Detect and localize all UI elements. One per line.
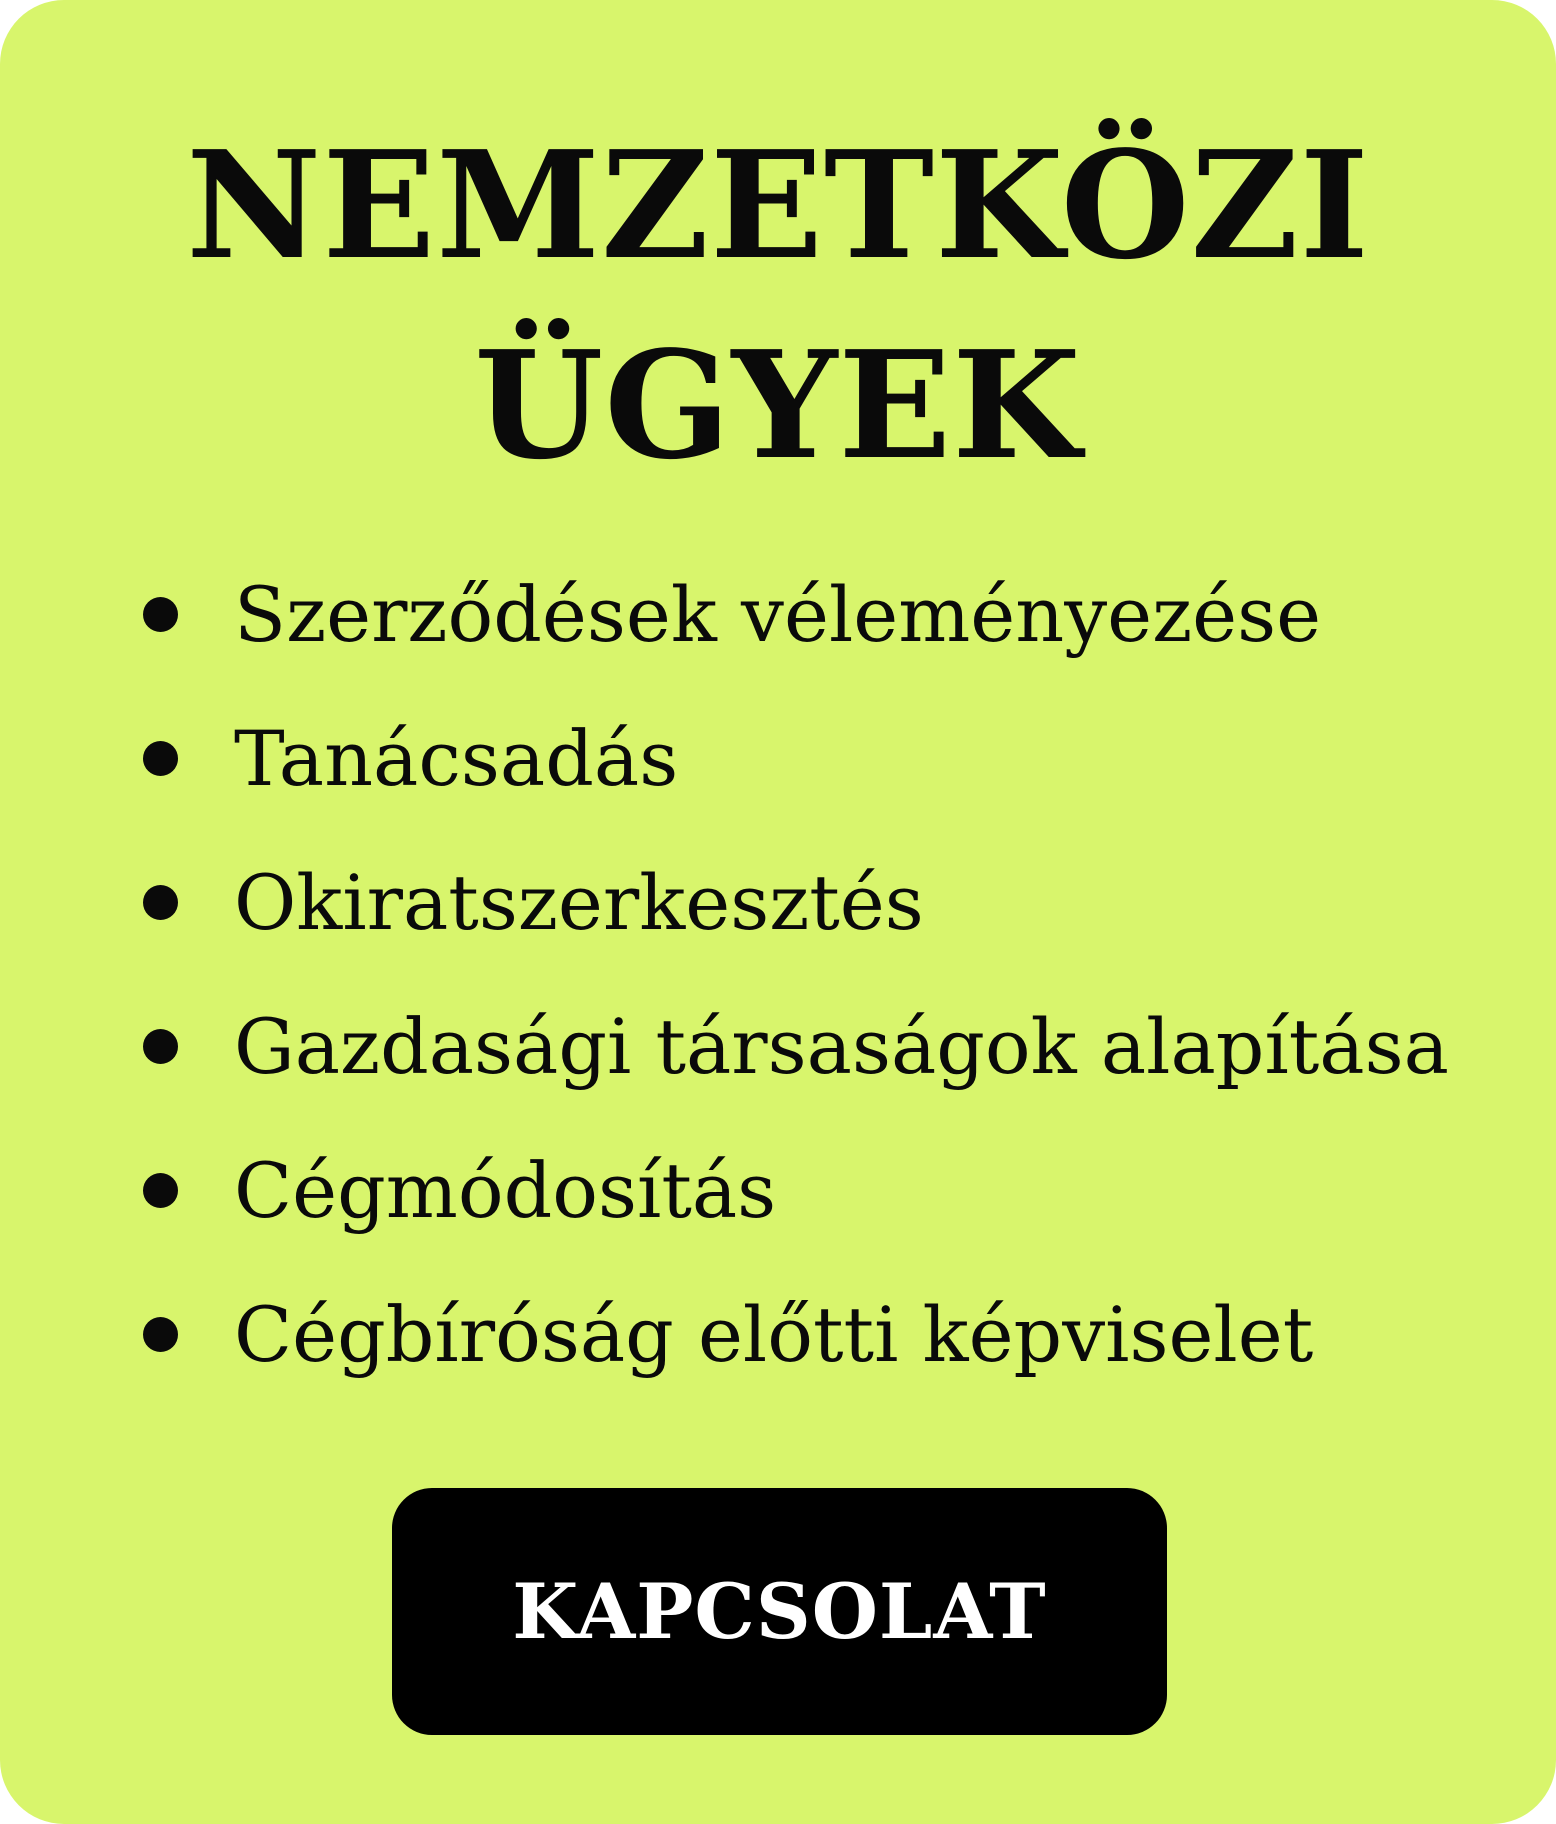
bullet-icon — [143, 885, 178, 920]
list-item — [143, 1285, 1449, 1429]
bullet-icon — [143, 1173, 178, 1208]
list-item-label: Cégmódosítás — [234, 1146, 777, 1235]
list-item-label: Okiratszerkesztés — [234, 858, 924, 947]
services-list — [143, 565, 1449, 1429]
contact-button[interactable]: KAPCSOLAT — [392, 1488, 1167, 1735]
list-item — [143, 1141, 1449, 1285]
list-item-label: Gazdasági társaságok alapítása — [234, 1002, 1449, 1091]
card-title-line-1: NEMZETKÖZI — [186, 118, 1370, 292]
list-item — [143, 565, 1449, 709]
card-title-line-2: ÜGYEK — [474, 318, 1082, 492]
bullet-icon — [143, 597, 178, 632]
list-item — [143, 853, 1449, 997]
list-item-label: Szerződések véleményezése — [234, 570, 1322, 659]
card-title — [0, 105, 1556, 505]
list-item — [143, 709, 1449, 853]
bullet-icon — [143, 741, 178, 776]
list-item — [143, 997, 1449, 1141]
bullet-icon — [143, 1317, 178, 1352]
list-item-label: Tanácsadás — [234, 714, 679, 803]
list-item-label: Cégbíróság előtti képviselet — [234, 1290, 1314, 1379]
bullet-icon — [143, 1029, 178, 1064]
